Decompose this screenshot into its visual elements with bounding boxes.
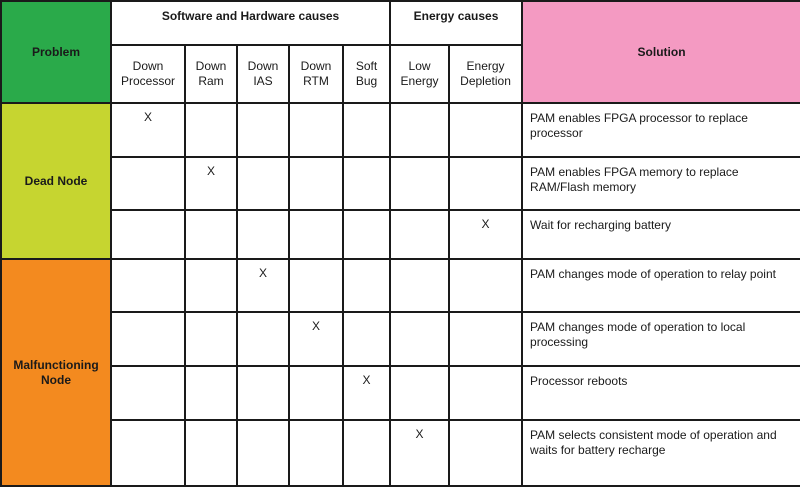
problem-malfunctioning-node: Malfunctioning Node xyxy=(1,259,111,486)
mark-cell xyxy=(289,420,343,486)
mark-cell: X xyxy=(289,312,343,366)
mark-cell xyxy=(390,210,449,259)
mark-cell xyxy=(185,103,237,157)
mark-cell xyxy=(343,259,390,312)
column-header-down-ram: Down Ram xyxy=(185,45,237,103)
solution-cell: PAM enables FPGA processor to replace processor xyxy=(522,103,800,157)
mark-cell: X xyxy=(237,259,289,312)
mark-cell xyxy=(237,157,289,210)
mark-cell xyxy=(185,210,237,259)
column-header-down-ias: Down IAS xyxy=(237,45,289,103)
table-row xyxy=(1,210,800,259)
mark-cell xyxy=(289,210,343,259)
table-row xyxy=(1,259,800,312)
solution-header: Solution xyxy=(522,1,800,103)
solution-cell: PAM changes mode of operation to local processing xyxy=(522,312,800,366)
solution-cell: PAM enables FPGA memory to replace RAM/Flash memory xyxy=(522,157,800,210)
mark-cell xyxy=(289,157,343,210)
mark-cell xyxy=(289,366,343,420)
table-row xyxy=(1,103,800,157)
mark-cell xyxy=(390,103,449,157)
mark-cell xyxy=(343,210,390,259)
column-header-energy-depletion: Energy Depletion xyxy=(449,45,522,103)
mark-cell xyxy=(111,210,185,259)
table-row xyxy=(1,157,800,210)
column-header-down-processor: Down Processor xyxy=(111,45,185,103)
mark-cell xyxy=(449,420,522,486)
mark-cell xyxy=(449,157,522,210)
mark-cell xyxy=(111,157,185,210)
mark-cell: X xyxy=(185,157,237,210)
mark-cell: X xyxy=(111,103,185,157)
mark-cell xyxy=(111,366,185,420)
mark-cell xyxy=(343,420,390,486)
table-row xyxy=(1,366,800,420)
table-row xyxy=(1,420,800,486)
mark-cell xyxy=(185,312,237,366)
mark-cell xyxy=(449,312,522,366)
mark-cell xyxy=(390,157,449,210)
mark-cell xyxy=(343,312,390,366)
mark-cell: X xyxy=(449,210,522,259)
column-header-down-rtm: Down RTM xyxy=(289,45,343,103)
solution-cell: PAM selects consistent mode of operation and waits for battery recharge xyxy=(522,420,800,486)
mark-cell xyxy=(185,420,237,486)
mark-cell xyxy=(390,366,449,420)
mark-cell xyxy=(449,366,522,420)
solution-cell: Processor reboots xyxy=(522,366,800,420)
mark-cell xyxy=(343,157,390,210)
sw-hw-causes-header: Software and Hardware causes xyxy=(111,1,390,45)
mark-cell xyxy=(237,420,289,486)
column-header-low-energy: Low Energy xyxy=(390,45,449,103)
mark-cell xyxy=(185,366,237,420)
mark-cell xyxy=(289,259,343,312)
mark-cell xyxy=(111,259,185,312)
mark-cell xyxy=(237,312,289,366)
energy-causes-header: Energy causes xyxy=(390,1,522,45)
mark-cell xyxy=(237,210,289,259)
mark-cell: X xyxy=(390,420,449,486)
problem-header: Problem xyxy=(1,1,111,103)
solution-cell: Wait for recharging battery xyxy=(522,210,800,259)
mark-cell xyxy=(449,103,522,157)
mark-cell xyxy=(111,312,185,366)
mark-cell xyxy=(237,366,289,420)
mark-cell xyxy=(390,312,449,366)
table-row xyxy=(1,312,800,366)
mark-cell xyxy=(237,103,289,157)
mark-cell xyxy=(185,259,237,312)
problem-dead-node: Dead Node xyxy=(1,103,111,259)
mark-cell xyxy=(111,420,185,486)
mark-cell: X xyxy=(343,366,390,420)
mark-cell xyxy=(343,103,390,157)
mark-cell xyxy=(449,259,522,312)
mark-cell xyxy=(289,103,343,157)
column-header-soft-bug: Soft Bug xyxy=(343,45,390,103)
solution-cell: PAM changes mode of operation to relay point xyxy=(522,259,800,312)
mark-cell xyxy=(390,259,449,312)
